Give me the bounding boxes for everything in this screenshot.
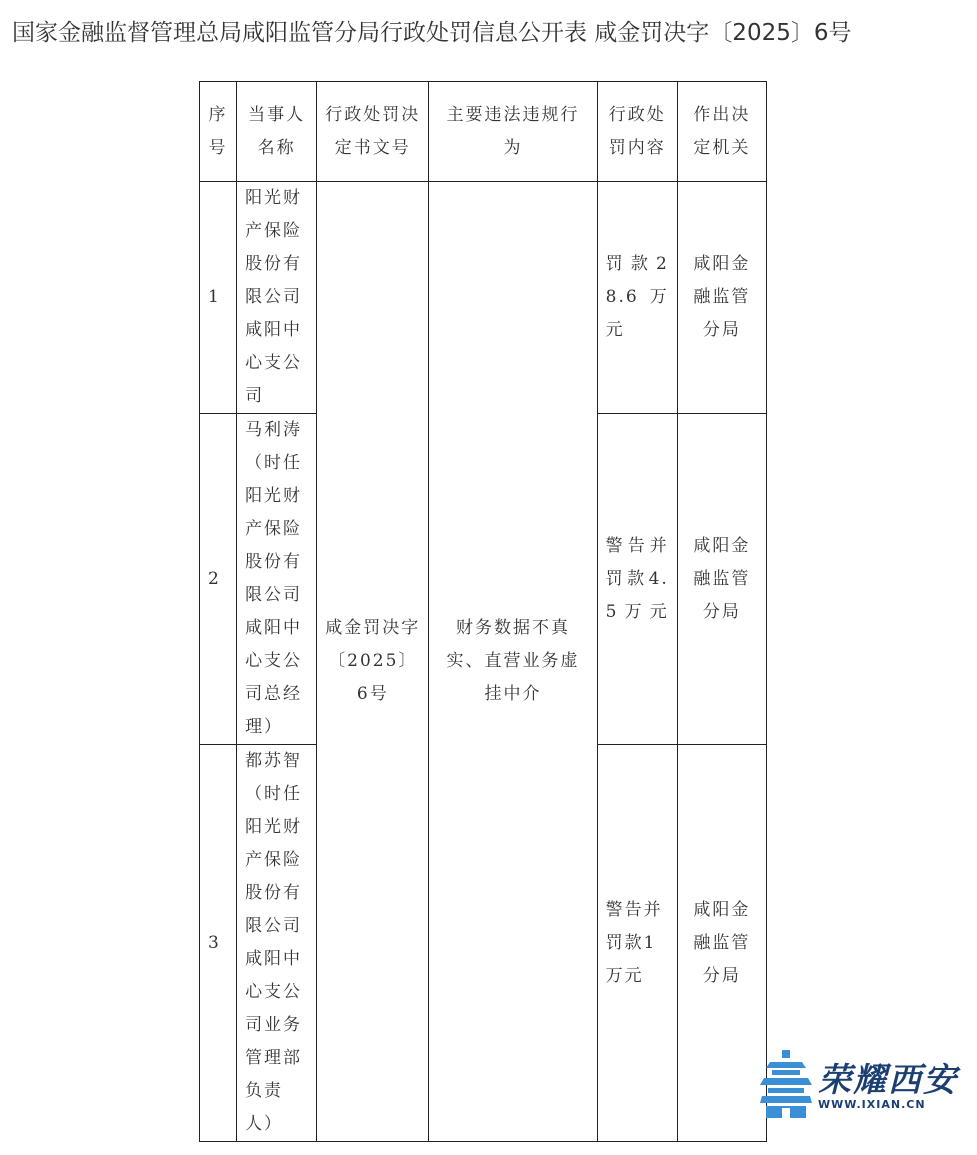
row-penalty: 罚款28.6万元 [597,182,677,414]
header-decision-no: 行政处罚决定书文号 [317,82,429,182]
row-no: 3 [200,745,237,1142]
page-title: 国家金融监督管理总局咸阳监管分局行政处罚信息公开表 咸金罚决字〔2025〕6号 [12,20,852,46]
row-no: 2 [200,414,237,745]
table-header-row [200,82,767,182]
header-party: 当事人名称 [237,82,317,182]
violation-cell: 财务数据不真实、直营业务虚挂中介 [429,182,597,1142]
logo-url: WWW.IXIAN.CN [818,1098,926,1111]
row-authority: 咸阳金融监管分局 [677,182,766,414]
table-row [200,182,767,414]
row-penalty: 警告并罚款4.5万元 [597,414,677,745]
row-penalty: 警告并罚款1万元 [597,745,677,1142]
row-authority: 咸阳金融监管分局 [677,414,766,745]
row-authority: 咸阳金融监管分局 [677,745,766,1142]
header-violation: 主要违法违规行为 [429,82,597,182]
row-party: 马利涛（时任阳光财产保险股份有限公司咸阳中心支公司总经理） [237,414,317,745]
decision-no-cell: 咸金罚决字〔2025〕6号 [317,182,429,1142]
row-party: 阳光财产保险股份有限公司咸阳中心支公司 [237,182,317,414]
watermark-logo [760,1048,958,1120]
header-penalty: 行政处罚内容 [597,82,677,182]
row-party: 都苏智（时任阳光财产保险股份有限公司咸阳中心支公司业务管理部负责人） [237,745,317,1142]
penalty-table [199,81,767,1142]
row-no: 1 [200,182,237,414]
header-authority: 作出决定机关 [677,82,766,182]
building-logo-icon [760,1048,812,1120]
header-no: 序号 [200,82,237,182]
logo-name: 荣耀西安 [818,1060,958,1099]
